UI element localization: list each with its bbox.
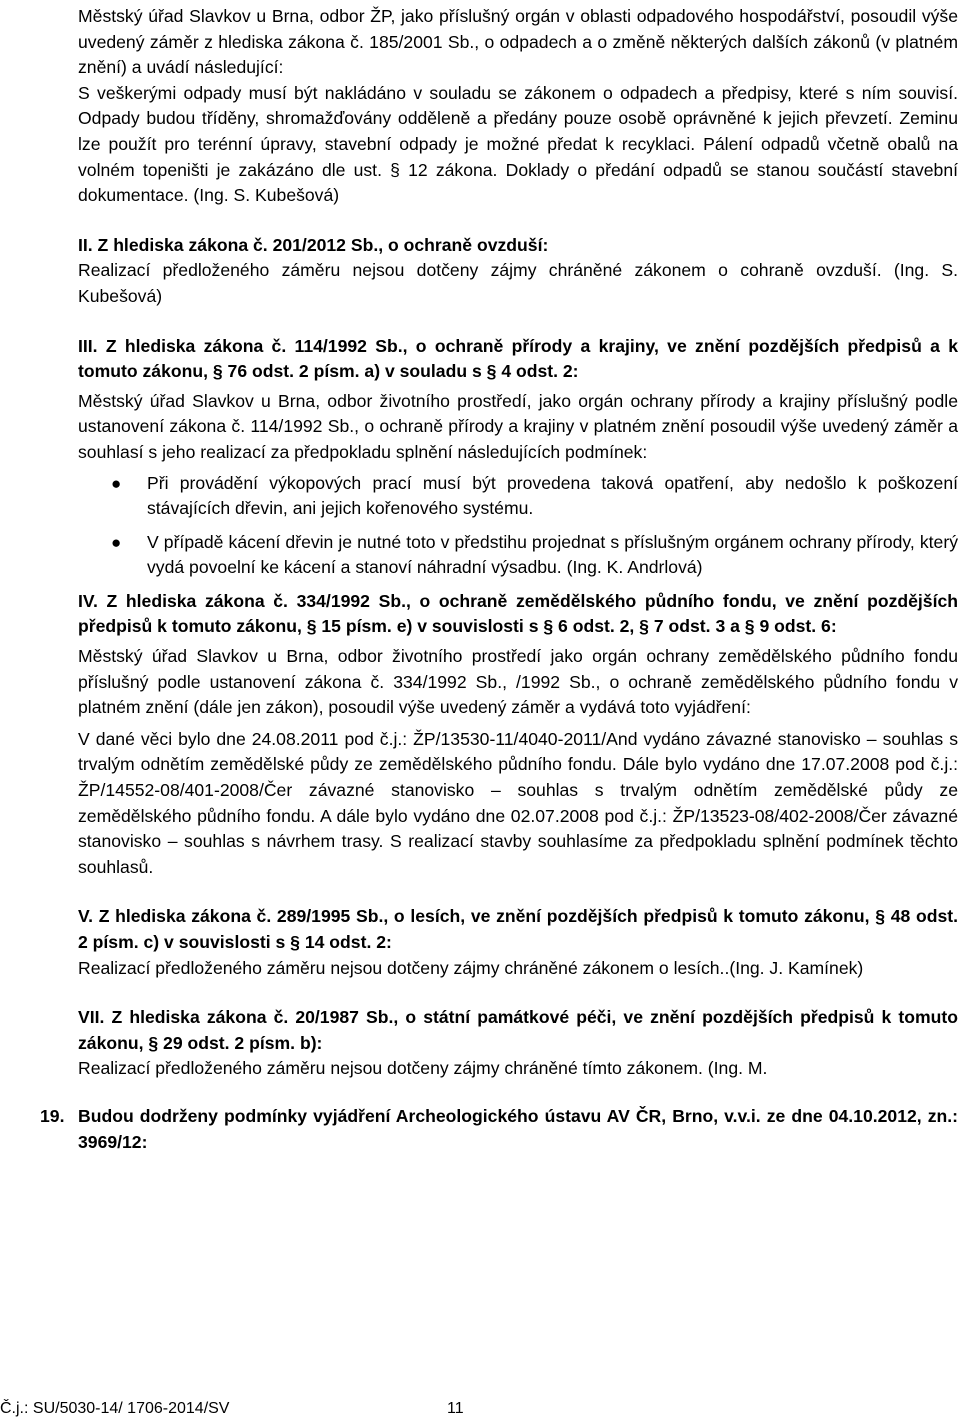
section-iii-text: Městský úřad Slavkov u Brna, odbor životního prostředí, jako orgán ochrany přírody a krajiny příslušný podle ustanovení zákona č. 114/1992 Sb., o ochraně přírody a krajiny v platném znění posoudil výše uvedený záměr a souhlasí s jeho realizací za předpokladu splnění následujících podmínek: [78,390,958,462]
item-19 [40,1104,958,1155]
document-reference: Č.j.: SU/5030-14/ 1706-2014/SV [0,1400,230,1417]
section-iv-text: Městský úřad Slavkov u Brna, odbor životního prostředí jako orgán ochrany zemědělského půdního fondu příslušný podle ustanovení zákona č. 334/1992 Sb., /1992 Sb., o ochraně zemědělského půdního fondu v platném znění (dále jen zákon), posoudil výše uvedený záměr a vydává toto vyjádření: [78,646,958,718]
section-vii-text: Realizací předloženého záměru nejsou dotčeny zájmy chráněné tímto zákonem. (Ing. M. [78,1058,768,1079]
section-iv-heading: IV. Z hlediska zákona č. 334/1992 Sb., o ochraně zemědělského půdního fondu, ve znění pozdějších předpisů k tomuto zákonu, § 15 písm. e) v souvislosti s § 6 odst. 2, § 7 odst. 3 a § 9 odst. 6: [78,590,958,637]
section-iii-heading: III. Z hlediska zákona č. 114/1992 Sb., o ochraně přírody a krajiny, ve znění pozdějších předpisů a k tomuto zákonu, § 76 odst. 2 písm. a) v souladu s § 4 odst. 2: [78,335,958,382]
section-ii-heading: II. Z hlediska zákona č. 201/2012 Sb., o ochraně ovzduší: [78,234,549,255]
document-body [40,4,958,1155]
list-item [78,471,958,522]
section-v-heading: V. Z hlediska zákona č. 289/1995 Sb., o lesích, ve znění pozdějších předpisů k tomuto zákonu, § 48 odst. 2 písm. c) v souvislosti s § 14 odst. 2: [78,906,958,952]
waste-conditions-paragraph: S veškerými odpady musí být nakládáno v souladu se zákonem o odpadech a předpisy, které s ním souvisí. Odpady budou tříděny, shromažďovány odděleně a předány pouze osobě oprávněné k jejich převzetí. Zeminu lze použít pro terénní úpravy, stavební odpady je možné předat k recyklaci. Pálení odpadů včetně obalů na volném topeništi je zakázáno dle ust. § 12 zákona. Doklady o předání odpadů se stanou součástí stavební dokumentace. (Ing. S. Kubešová) [78,82,958,206]
section-ii-text: Realizací předloženého záměru nejsou dotčeny zájmy chráněné zákonem o cohraně ovzduší. (Ing. S. Kubešová) [78,260,958,306]
item-19-text: Budou dodrženy podmínky vyjádření Archeologického ústavu AV ČR, Brno, v.v.i. ze dne 04.10.2012, zn.: 3969/12: [78,1105,958,1152]
section-iii-conditions-list [78,471,958,581]
list-item-text: V případě kácení dřevin je nutné toto v předstihu projednat s příslušným orgánem ochrany přírody, který vydá povoelní ke kácení a stanoví náhradní výsadbu. (Ing. K. Andrlová) [147,531,958,578]
section-v-text: Realizací předloženého záměru nejsou dotčeny zájmy chráněné zákonem o lesích..(Ing. J. Kamínek) [78,957,864,978]
bullet-icon: ● [111,473,122,493]
page-number: 11 [447,1400,464,1417]
bullet-icon: ● [111,532,122,552]
section-vii-heading: VII. Z hlediska zákona č. 20/1987 Sb., o státní památkové péči, ve znění pozdějších předpisů k tomuto zákonu, § 29 odst. 2 písm. b): [78,1007,958,1053]
section-iv-statement: V dané věci bylo dne 24.08.2011 pod č.j.: ŽP/13530-11/4040-2011/And vydáno závazné stanovisko – souhlas s trvalým odnětím zemědělské půdy ze zemědělského půdního fondu. Dále bylo vydáno dne 17.07.2008 pod č.j.: ŽP/14552-08/401-2008/Čer závazné stanovisko – souhlas s trvalým odnětím zemědělské půdy ze zemědělského půdního fondu. A dále bylo vydáno dne 02.07.2008 pod č.j.: ŽP/13523-08/402-2008/Čer závazné stanovisko – souhlas s návrhem trasy. S realizací stavby souhlasíme za předpokladu splnění podmínek těchto souhlasů. [78,728,958,877]
list-item-text: Při provádění výkopových prací musí být provedena taková opatření, aby nedošlo k poškození stávajících dřevin, ani jejich kořenového systému. [147,472,958,519]
intro-paragraph: Městský úřad Slavkov u Brna, odbor ŽP, jako příslušný orgán v oblasti odpadového hospodářství, posoudil výše uvedený záměr z hlediska zákona č. 185/2001 Sb., o odpadech a o změně některých dalších zákonů (v platném znění) a uvádí následující: [78,6,958,78]
list-item [78,530,958,581]
item-19-number: 19. [40,1105,65,1126]
